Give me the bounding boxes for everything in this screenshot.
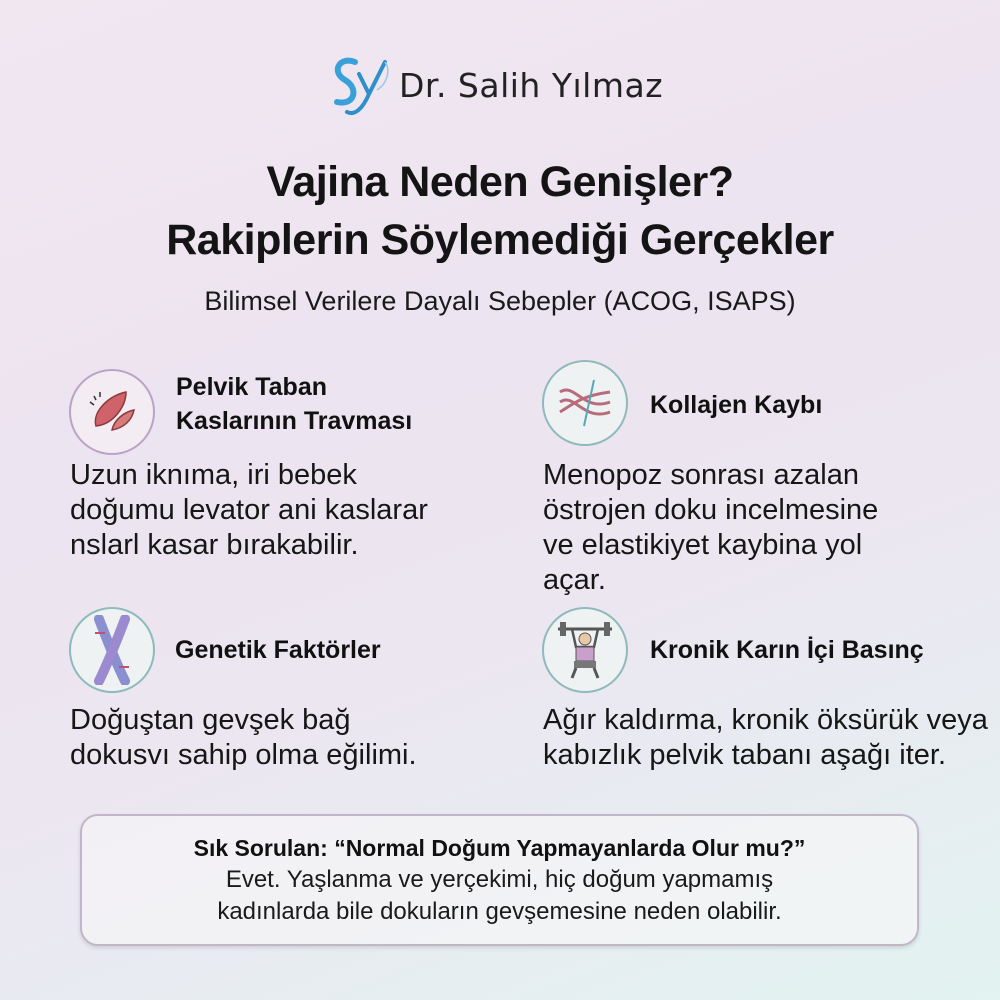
heading-line: Pelvik Taban — [176, 373, 327, 401]
page-title-line-2: Rakiplerin Söylemediği Gerçekler — [166, 216, 834, 264]
body-line: doğumu levator ani kaslarar — [70, 494, 428, 526]
cause-heading — [175, 633, 381, 667]
faq-answer-line: kadınlarda bile dokuların gevşemesine neden olabilir. — [217, 898, 782, 925]
cause-description — [543, 703, 988, 773]
heading-line: Kollajen Kaybı — [650, 391, 823, 419]
cause-description — [70, 458, 428, 563]
faq-question: Sık Sorulan: “Normal Doğum Yapmayanlarda Olur mu?” — [193, 835, 806, 861]
cause-description — [70, 703, 417, 773]
body-line: Uzun iknıma, iri bebek — [70, 459, 357, 491]
body-line: Ağır kaldırma, kronik öksürük veya — [543, 704, 988, 736]
faq-box — [80, 814, 919, 946]
brand-logo — [325, 50, 663, 120]
page-title-line-1: Vajina Neden Genişler? — [266, 158, 734, 206]
cause-heading — [176, 370, 412, 438]
brand-name: Dr. Salih Yılmaz — [399, 65, 664, 105]
chromosome-icon — [69, 607, 155, 693]
cause-heading — [650, 388, 822, 422]
muscle-icon — [69, 369, 155, 455]
body-line: ve elastikiyet kaybina yol — [543, 529, 863, 561]
body-line: östrojen doku incelmesine — [543, 494, 879, 526]
heading-line: Kronik Karın İçi Basınç — [650, 636, 924, 664]
faq-answer-line: Evet. Yaşlanma ve yerçekimi, hiç doğum yapmamış — [225, 866, 774, 893]
body-line: nslarl kasar bırakabilir. — [70, 529, 359, 561]
page-subtitle: Bilimsel Verilere Dayalı Sebepler (ACOG, ISAPS) — [204, 286, 796, 316]
body-line: Doğuştan gevşek bağ — [70, 704, 351, 736]
body-line: kabızlık pelvik tabanı aşağı iter. — [543, 739, 946, 771]
heading-line: Kaslarının Travması — [176, 407, 413, 435]
collagen-fiber-icon — [542, 360, 628, 446]
body-line: açar. — [543, 564, 606, 596]
cause-description — [543, 458, 878, 598]
sy-monogram-icon — [325, 50, 395, 120]
body-line: dokusvı sahip olma eğilimi. — [70, 739, 417, 771]
cause-heading — [650, 633, 924, 667]
weightlifter-icon — [542, 607, 628, 693]
body-line: Menopoz sonrası azalan — [543, 459, 859, 491]
heading-line: Genetik Faktörler — [175, 636, 381, 664]
